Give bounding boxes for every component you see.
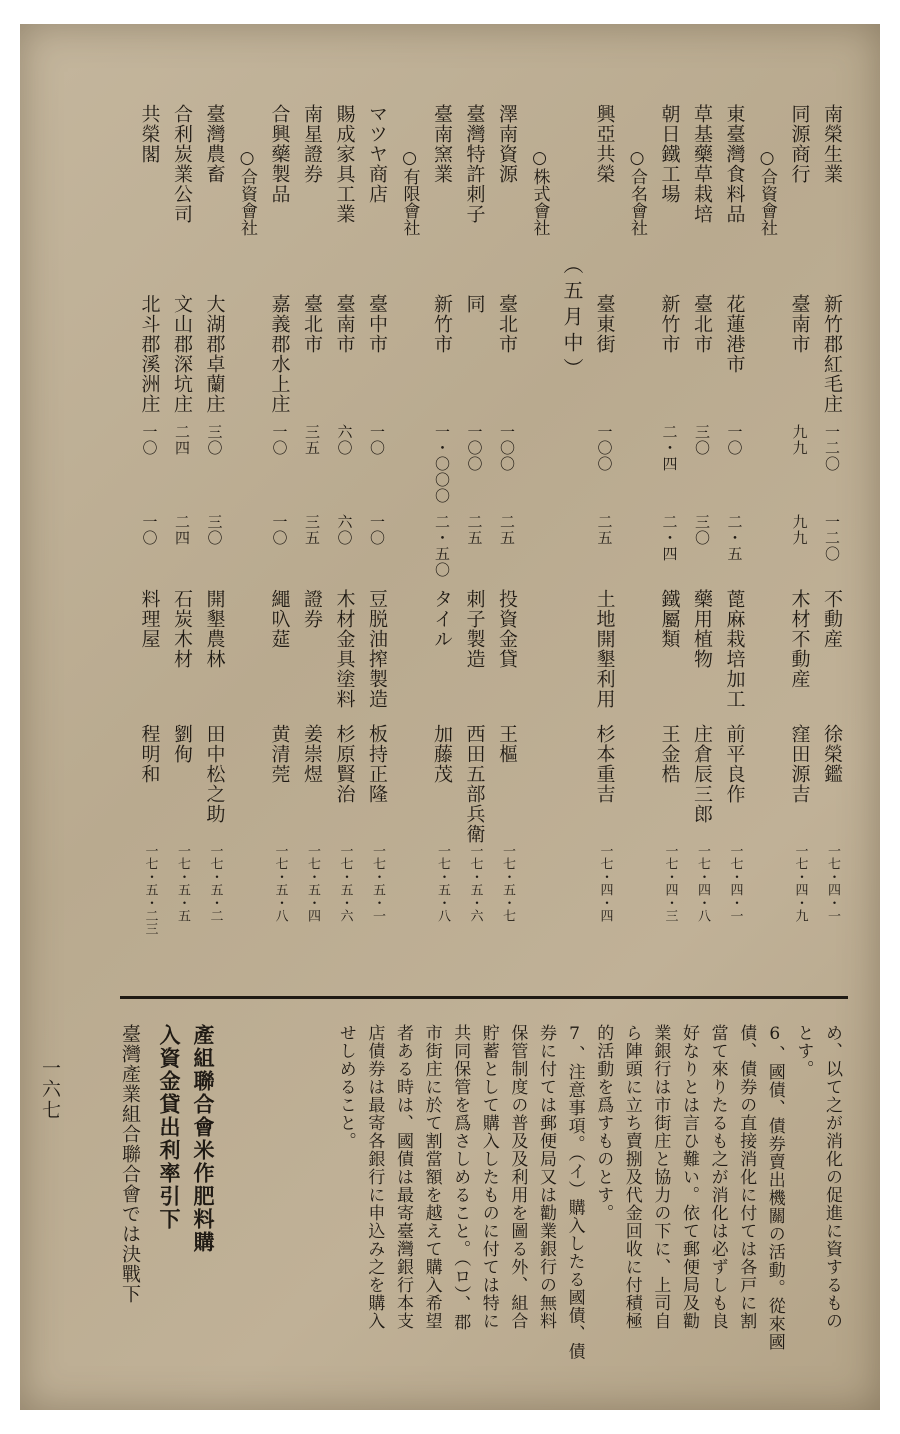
body-line: とす。 <box>793 1024 814 1078</box>
representative: 加藤茂 <box>431 724 453 784</box>
body-line: 店債券は最寄各銀行に申込み之を購入 <box>364 1024 385 1330</box>
location: 臺南市 <box>333 294 356 354</box>
body-line: せしめること。 <box>335 1024 356 1150</box>
business-type: 鐵屬類 <box>658 589 681 649</box>
capital-amount: 六〇 <box>335 424 354 456</box>
company-name: 合利炭業公司 <box>171 104 193 224</box>
representative: 窪田源吉 <box>788 724 811 804</box>
capital-amount: 三五 <box>303 424 321 456</box>
business-type: 木材不動産 <box>788 589 811 689</box>
representative: 姜崇煜 <box>301 724 323 784</box>
company-name: 草基藥草栽培 <box>691 104 713 224</box>
registration-date: 一七・四・一 <box>727 844 743 922</box>
representative: 黄清莞 <box>268 724 291 784</box>
paid-amount: 九九 <box>790 514 809 546</box>
month-label: （五月中） <box>560 254 584 384</box>
location: 新竹市 <box>658 294 681 354</box>
section-heading: ○有限會社 <box>399 148 420 236</box>
article-title-line-1: 產組聯合會米作肥料購 <box>191 1024 216 1254</box>
paid-amount: 二五 <box>498 514 516 546</box>
location: 臺東街 <box>593 294 616 354</box>
representative: 王金梏 <box>658 724 681 784</box>
table-row <box>264 104 296 924</box>
location: 臺中市 <box>366 294 388 354</box>
representative: 西田五部兵衛 <box>463 724 486 844</box>
representative: 杉本重吉 <box>593 724 616 804</box>
representative: 王樞 <box>496 724 518 764</box>
table-row <box>426 104 458 924</box>
body-line: 業銀行は市街庄と協力の下に、上司自 <box>650 1024 671 1330</box>
table-row <box>329 104 361 924</box>
business-type: 不動産 <box>821 589 843 649</box>
paid-amount: 一〇 <box>140 514 159 546</box>
body-line: 債、債券の直接消化に付ては各戸に割 <box>736 1024 757 1330</box>
registration-date: 一七・四・八 <box>695 844 710 922</box>
capital-amount: 三〇 <box>205 424 224 456</box>
paid-amount: 一〇 <box>270 514 289 546</box>
business-type: 料理屋 <box>138 589 161 649</box>
paid-amount: 三五 <box>303 514 321 546</box>
table-row <box>784 104 816 924</box>
business-type: 開墾農林 <box>203 589 226 669</box>
company-name: 南星證券 <box>301 104 323 184</box>
representative: 板持正隆 <box>366 724 388 804</box>
article-lead: 臺灣產業組合聯合會では決戰下 <box>119 1024 141 1304</box>
company-name: 臺灣特許刺子 <box>463 104 486 224</box>
table-row <box>491 104 523 924</box>
representative: 庄倉辰三郎 <box>691 724 713 824</box>
capital-amount: 一〇 <box>270 424 289 456</box>
body-line: 6、國債、債券賣出機關の活動。從來國 <box>764 1024 785 1351</box>
paid-amount: 三〇 <box>205 514 224 546</box>
table-row <box>589 104 621 924</box>
body-line: め、以て之が消化の促進に資するもの <box>822 1024 842 1330</box>
paid-amount: 一〇 <box>368 514 386 546</box>
paid-amount: 三〇 <box>693 514 711 546</box>
company-name: マツヤ商店 <box>366 104 388 204</box>
table-row <box>459 104 491 924</box>
paid-amount: 一二〇 <box>823 514 841 562</box>
body-line: 市街庄に於て割當額を越えて購入希望 <box>421 1024 442 1330</box>
capital-amount: 二・四 <box>660 424 679 472</box>
location: 臺南市 <box>788 294 811 354</box>
registration-date: 一七・五・八 <box>435 844 450 922</box>
page-paper <box>20 24 880 1410</box>
registration-date: 一七・五・五 <box>175 844 190 922</box>
location: 新竹郡紅毛庄 <box>821 294 843 414</box>
body-line: 共同保管を爲さしめること。（ロ）、郡 <box>450 1024 471 1331</box>
registration-date: 一七・四・九 <box>792 844 808 922</box>
page-number: 一六七 <box>39 1058 61 1121</box>
registration-date: 一七・五・二三 <box>142 844 158 935</box>
section-heading: ○株式會社 <box>529 148 550 236</box>
capital-amount: 一二〇 <box>823 424 841 472</box>
location: 花蓮港市 <box>723 294 746 374</box>
registration-date: 一七・五・八 <box>272 844 288 922</box>
registration-date: 一七・五・七 <box>500 844 515 922</box>
company-name: 臺南窯業 <box>431 104 453 184</box>
representative: 徐榮鑑 <box>821 724 843 784</box>
company-name: 南榮生業 <box>821 104 843 184</box>
representative: 前平良作 <box>723 724 746 804</box>
company-name: 東臺灣食料品 <box>723 104 746 224</box>
company-name: 共榮閣 <box>138 104 161 164</box>
registration-date: 一七・五・六 <box>467 844 483 922</box>
registration-date: 一七・四・一 <box>825 844 840 922</box>
table-row <box>654 104 686 924</box>
capital-amount: 三〇 <box>693 424 711 456</box>
representative: 劉侚 <box>171 724 193 764</box>
paid-amount: 二五 <box>465 514 484 546</box>
business-type: 豆脱油搾製造 <box>366 589 388 709</box>
location: 臺北市 <box>691 294 713 354</box>
representative: 田中松之助 <box>203 724 226 824</box>
capital-amount: 一〇 <box>368 424 386 456</box>
body-line: 好なりとは言ひ難い。依て郵便局及勸 <box>679 1024 699 1330</box>
body-line: ら陣頭に立ち賣捌及代金回收に付積極 <box>621 1024 642 1330</box>
location: 臺北市 <box>301 294 323 354</box>
business-type: タイル <box>431 589 453 649</box>
table-row <box>719 104 751 924</box>
business-type: 藥用植物 <box>691 589 713 669</box>
capital-amount: 九九 <box>790 424 809 456</box>
business-type: 石炭木材 <box>171 589 193 669</box>
company-name: 同源商行 <box>788 104 811 184</box>
body-line: 的活動を爲すものとす。 <box>593 1024 614 1222</box>
location: 臺北市 <box>496 294 518 354</box>
registration-date: 一七・五・四 <box>305 844 320 922</box>
capital-amount: 一〇 <box>140 424 159 456</box>
body-line: 當て來りたるも之が消化は必ずしも良 <box>707 1024 728 1330</box>
registration-date: 一七・五・二 <box>207 844 223 922</box>
paid-amount: 二四 <box>173 514 191 546</box>
capital-amount: 一・〇〇〇 <box>433 424 451 504</box>
business-type: 投資金貸 <box>496 589 518 669</box>
article-title-line-2: 入資金貸出利率引下 <box>157 1024 182 1231</box>
paid-amount: 二・五 <box>725 514 744 562</box>
body-line: 券に付ては郵便局又は勸業銀行の無料 <box>536 1024 556 1330</box>
section-heading: ○合資會社 <box>237 148 257 236</box>
section-heading: ○合資會社 <box>757 148 777 236</box>
paid-amount: 二・四 <box>660 514 679 562</box>
table-row <box>686 104 718 924</box>
body-line: 保管制度の普及及利用を圖る外、組合 <box>507 1024 528 1330</box>
business-type: 蓖麻栽培加工 <box>723 589 746 709</box>
registration-date: 一七・五・一 <box>370 844 385 922</box>
capital-amount: 一〇〇 <box>498 424 516 472</box>
paid-amount: 二・五〇 <box>433 514 451 578</box>
location: 大湖郡卓蘭庄 <box>203 294 226 414</box>
company-name: 賜成家具工業 <box>333 104 356 224</box>
paid-amount: 六〇 <box>335 514 354 546</box>
table-row <box>166 104 198 924</box>
business-type: 刺子製造 <box>463 589 486 669</box>
representative: 杉原賢治 <box>333 724 356 804</box>
table-row <box>199 104 231 924</box>
capital-amount: 一〇 <box>725 424 744 456</box>
location: 北斗郡溪洲庄 <box>138 294 161 414</box>
company-name: 朝日鐵工場 <box>658 104 681 204</box>
company-name: 澤南資源 <box>496 104 518 184</box>
location: 新竹市 <box>431 294 453 354</box>
registration-date: 一七・五・六 <box>337 844 353 922</box>
business-type: 繩叺莚 <box>268 589 291 649</box>
location: 文山郡深坑庄 <box>171 294 193 414</box>
body-line: 者ある時は、國債は最寄臺灣銀行本支 <box>393 1024 413 1330</box>
horizontal-divider <box>120 996 848 999</box>
body-line: 7、注意事項。（イ）購入したる國債、債 <box>564 1024 585 1361</box>
company-name: 臺灣農畜 <box>203 104 226 184</box>
body-line: 貯蓄として購入したものに付ては特に <box>478 1024 499 1330</box>
business-type: 土地開墾利用 <box>593 589 616 709</box>
representative: 程明和 <box>138 724 161 784</box>
company-name: 興亞共榮 <box>593 104 616 184</box>
location: 同 <box>463 294 486 314</box>
location: 嘉義郡水上庄 <box>268 294 291 414</box>
registration-date: 一七・四・三 <box>662 844 678 922</box>
company-name: 合興藥製品 <box>268 104 291 204</box>
table-row <box>816 104 848 924</box>
capital-amount: 二四 <box>173 424 191 456</box>
paid-amount: 二五 <box>595 514 614 546</box>
registration-date: 一七・四・四 <box>597 844 613 922</box>
table-row <box>361 104 393 924</box>
section-heading: ○合名會社 <box>627 148 647 236</box>
capital-amount: 一〇〇 <box>595 424 614 472</box>
table-row <box>134 104 166 935</box>
table-row <box>296 104 328 924</box>
capital-amount: 一〇〇 <box>465 424 484 472</box>
business-type: 證券 <box>301 589 323 629</box>
business-type: 木材金具塗料 <box>333 589 356 709</box>
